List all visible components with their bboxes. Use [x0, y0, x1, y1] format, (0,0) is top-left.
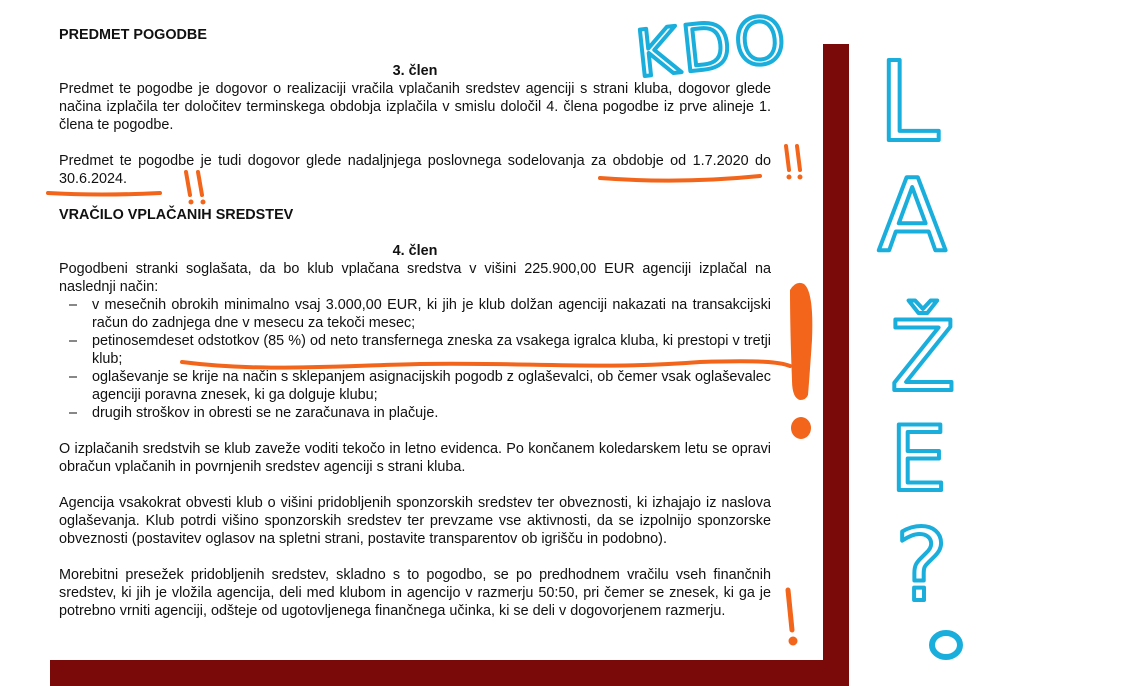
list-item: – oglaševanje se krije na način s sklepanjem asignacijskih pogodb z oglaševalci, ob čemer vsak oglaševalec agenciji poravna znesek, ki ga dolguje klubu; [59, 368, 771, 404]
list-item: – petinosemdeset odstotkov (85 %) od neto transfernega zneska za vsakega igralca kluba, ki prestopi v tretji klub; [59, 332, 771, 368]
article-4-title: 4. člen [392, 243, 438, 259]
contract-text [59, 26, 771, 620]
laze-letter-e: E [890, 407, 947, 512]
article-3-paragraph-1: Predmet te pogodbe je dogovor o realizaciji vračila vplačanih sredstev agenciji s strani kluba, dogovor glede načina izplačila ter določitev terminskega obdobja izplačila v smislu določil 4. člena pogodbe iz prve alineje 1. člena te pogodbe. [59, 81, 771, 133]
article-4-paragraph-2: O izplačanih sredstvih se klub zaveže voditi tekočo in letno evidenca. Po končanem koledarskem letu se opravi obračun vplačanih in povrnjenih sredstev agenciji s strani kluba. [59, 441, 771, 475]
blue-dot [932, 633, 960, 657]
article-3-title: 3. člen [392, 63, 438, 79]
list-item: – v mesečnih obrokih minimalno vsaj 3.000,00 EUR, ki jih je klub dolžan agenciji nakazati na transakcijski račun do zadnjega dne v mesecu za tekoči mesec; [59, 296, 771, 332]
laze-letter-z: Ž [890, 301, 956, 413]
section-heading-predmet: PREDMET POGODBE [59, 27, 207, 43]
article-4-paragraph-3: Agencija vsakokrat obvesti klub o višini pridobljenih sponzorskih sredstev ter obveznosti, ki izhajajo iz naslova oglaševanja. Klub potrdi višino sponzorskih sredstev ter prevzame vse aktivnosti, da se izpolnijo sponzorske obveznosti (postavitev oglasov na spletni strani, postavite transparentov ob igrišču in podobno). [59, 495, 771, 547]
list-item: – drugih stroškov in obresti se ne zaračunava in plačuje. [59, 404, 771, 422]
article-4-paragraph-4: Morebitni presežek pridobljenih sredstev, skladno s to pogodbo, se po predhodnem vračilu vseh finančnih sredstev, ki jih je vložila agencija, deli med klubom in agencijo v razmerju 50:50, pri čemer se znesek, ki ga je potrebno vrniti agenciji, odšteje od ugotovljenega finančnega učinka, ki se deli v dogovorjenem razmerju. [59, 567, 771, 619]
section-heading-vracilo: VRAČILO VPLAČANIH SREDSTEV [59, 207, 294, 223]
laze-letter-l: L [878, 38, 940, 166]
article-4-list [59, 296, 771, 422]
laze-letter-a: A [878, 157, 947, 274]
kdo-annotation: KDO [632, 2, 793, 93]
article-4-intro: Pogodbeni stranki soglašata, da bo klub vplačana sredstva v višini 225.900,00 EUR agenciji izplačal na naslednji način: [59, 261, 771, 295]
article-3-paragraph-2: Predmet te pogodbe je tudi dogovor glede nadaljnjega poslovnega sodelovanja za obdobje od 1.7.2020 do 30.6.2024. [59, 153, 771, 187]
laze-letter-question: ? [895, 507, 949, 624]
